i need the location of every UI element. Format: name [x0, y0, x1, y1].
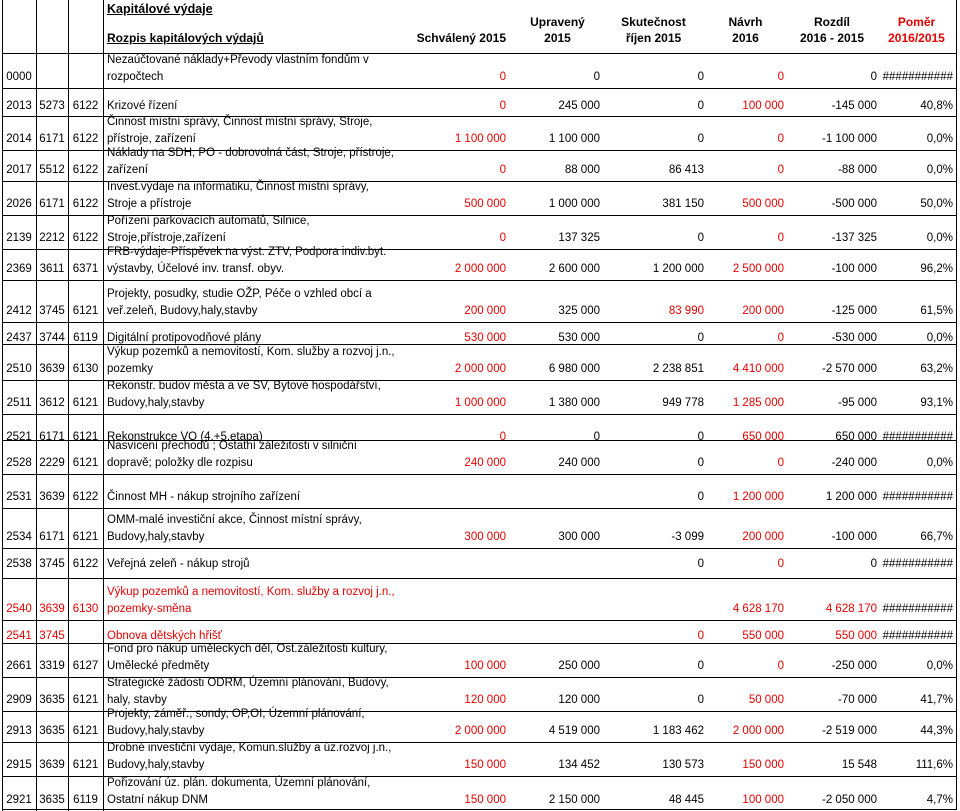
row-code-1: 2013 [6, 100, 32, 112]
value-cell: -500 000 [831, 198, 877, 210]
value-cell: 2 238 851 [652, 363, 704, 375]
value-cell: 150 000 [464, 794, 506, 806]
header-upraveny-line2: 2015 [544, 31, 571, 45]
grid-hline [2, 280, 957, 281]
row-code-1: 2921 [6, 794, 32, 806]
value-cell: 1 100 000 [454, 133, 506, 145]
row-description: Fond pro nákup uměleckých děl, Ost.záležitosti kultury, [107, 643, 388, 655]
value-cell: 0 [870, 71, 877, 83]
row-description: přístroje, zařízení [107, 133, 196, 145]
row-code-2: 3611 [39, 263, 65, 275]
value-cell: 381 150 [662, 198, 704, 210]
value-cell: 1 200 000 [732, 491, 784, 503]
row-code-1: 2541 [6, 630, 32, 642]
value-cell: 2 150 000 [548, 794, 600, 806]
row-code-3: 6371 [72, 263, 99, 275]
row-code-1: 2538 [6, 558, 32, 570]
value-cell: 650 000 [742, 431, 784, 443]
value-cell: -137 325 [831, 232, 877, 244]
value-cell: 0 [777, 660, 784, 672]
row-description: Činnost MH - nákup strojního zařízení [107, 491, 301, 503]
value-cell: 100 000 [464, 660, 506, 672]
value-cell: 40,8% [920, 100, 953, 112]
value-cell: 120 000 [464, 694, 506, 706]
value-cell: 2 000 000 [732, 725, 784, 737]
value-cell: -70 000 [837, 694, 877, 706]
row-description: Krizové řízení [107, 100, 178, 112]
row-code-2: 6171 [39, 531, 65, 543]
row-code-1: 2139 [6, 232, 32, 244]
row-code-2: 3612 [39, 397, 65, 409]
value-cell: 150 000 [464, 759, 506, 771]
row-code-3: 6122 [72, 164, 99, 176]
row-description: Stroje,přístroje,zařízení [107, 232, 226, 244]
value-cell: 550 000 [835, 630, 877, 642]
row-code-2: 3319 [39, 660, 65, 672]
value-cell: 530 000 [558, 332, 600, 344]
row-code-2: 3745 [39, 305, 65, 317]
row-code-2: 3745 [39, 630, 65, 642]
grid-hline [2, 414, 957, 415]
row-description: OMM-malé investiční akce, Činnost místní správy, [107, 514, 362, 526]
value-cell: 150 000 [742, 759, 784, 771]
value-cell: -250 000 [831, 660, 877, 672]
row-code-3: 6122 [72, 491, 99, 503]
value-cell: 200 000 [464, 305, 506, 317]
row-description: Rekonstr. budov města a ve SV, Bytové hospodářství, [107, 380, 381, 392]
row-code-2: 3639 [39, 363, 65, 375]
row-description: Rekonstrukce VO (4.+5.etapa) [107, 431, 263, 443]
value-cell: 300 000 [464, 531, 506, 543]
value-cell: -2 519 000 [822, 725, 877, 737]
row-code-2: 3635 [39, 725, 65, 737]
value-cell: 2 000 000 [454, 263, 506, 275]
grid-hline [2, 620, 957, 621]
subtitle: Rozpis kapitálových výdajů [107, 31, 264, 45]
value-cell: -530 000 [831, 332, 877, 344]
value-cell: 1 200 000 [652, 263, 704, 275]
value-cell: 650 000 [835, 431, 877, 443]
value-cell: -100 000 [831, 263, 877, 275]
value-cell: 63,2% [920, 363, 953, 375]
value-cell: 0,0% [926, 332, 953, 344]
row-code-3: 6119 [73, 794, 98, 806]
row-code-1: 2909 [6, 694, 32, 706]
value-cell: 1 100 000 [548, 133, 600, 145]
value-cell: 0 [593, 431, 600, 443]
row-code-3: 6121 [72, 694, 99, 706]
row-description: Výkup pozemků a nemovitostí, Kom. služby a rozvoj j.n., [107, 586, 395, 598]
value-cell: 0 [697, 630, 704, 642]
row-code-2: 5273 [39, 100, 65, 112]
row-code-3: 6121 [72, 397, 99, 409]
row-description: Činnost místní správy, Činnost místní správy, Stroje, [107, 116, 373, 128]
row-code-1: 0000 [6, 71, 32, 83]
value-cell: 300 000 [558, 531, 600, 543]
value-cell: -2 050 000 [822, 794, 877, 806]
value-cell: 0 [499, 100, 506, 112]
value-cell: 0,0% [926, 660, 953, 672]
row-code-2: 3745 [39, 558, 65, 570]
row-description: Budovy,haly,stavby [107, 397, 205, 409]
value-cell: 0 [777, 457, 784, 469]
value-cell: 88 000 [564, 164, 600, 176]
value-cell: -88 000 [837, 164, 877, 176]
row-description: Náklady na SDH, PO - dobrovolná část, Stroje, přístroje, [107, 147, 394, 159]
value-cell: 4 519 000 [548, 725, 600, 737]
value-cell: 0 [697, 133, 704, 145]
header-rozdil-line2: 2016 - 2015 [799, 31, 865, 45]
row-code-3: 6122 [72, 198, 99, 210]
row-code-2: 6171 [39, 431, 65, 443]
value-cell: 200 000 [742, 305, 784, 317]
row-description: Invest.výdaje na informatiku, Činnost místní správy, [107, 181, 369, 193]
row-description: výstavby, Účelové inv. transf. obyv. [107, 263, 285, 275]
value-cell: 240 000 [464, 457, 506, 469]
value-cell: 0 [697, 457, 704, 469]
row-code-1: 2026 [6, 198, 32, 210]
row-code-2: 3639 [39, 491, 65, 503]
value-cell: 2 000 000 [454, 363, 506, 375]
row-description: Projekty, posudky, studie OŽP, Péče o vzhled obcí a [107, 288, 372, 300]
value-cell: 0 [697, 332, 704, 344]
header-rozdil-line1: Rozdíl [814, 15, 850, 29]
value-cell: 0 [777, 71, 784, 83]
row-code-2: 2229 [39, 457, 65, 469]
value-cell: 0 [777, 558, 784, 570]
row-description: Strategické žádosti ODRM, Územní plánování, Budovy, [107, 677, 389, 689]
value-cell: 1 285 000 [732, 397, 784, 409]
row-description: pozemky [107, 363, 154, 375]
header-skutecnost-line1: Skutečnost [621, 15, 686, 29]
value-cell: -100 000 [831, 531, 877, 543]
value-cell: 0 [777, 133, 784, 145]
value-cell: ########### [882, 630, 953, 642]
row-code-2: 3635 [39, 794, 65, 806]
value-cell: 66,7% [920, 531, 953, 543]
row-code-1: 2412 [6, 305, 32, 317]
value-cell: 50 000 [748, 694, 784, 706]
row-description: veř.zeleň, Budovy,haly,stavby [107, 305, 258, 317]
header-upraveny-line1: Upravený [530, 15, 585, 29]
row-code-1: 2531 [6, 491, 32, 503]
row-description: Pořízení parkovacích automatů, Silnice, [107, 215, 310, 227]
row-code-1: 2521 [6, 431, 32, 443]
value-cell: 0 [870, 558, 877, 570]
value-cell: 530 000 [464, 332, 506, 344]
value-cell: 134 452 [558, 759, 600, 771]
value-cell: 0 [697, 660, 704, 672]
value-cell: -145 000 [831, 100, 877, 112]
row-description: Pořizování úz. plán. dokumenta, Územní plánování, [107, 777, 371, 789]
value-cell: 120 000 [558, 694, 600, 706]
row-description: Ostatní nákup DNM [107, 794, 208, 806]
value-cell: 0 [499, 164, 506, 176]
row-code-2: 3639 [39, 603, 65, 615]
value-cell: 1 200 000 [825, 491, 877, 503]
value-cell: 0 [697, 491, 704, 503]
value-cell: 0,0% [926, 133, 953, 145]
value-cell: 4 410 000 [732, 363, 784, 375]
value-cell: 15 548 [841, 759, 877, 771]
row-description: Obnova dětských hřišť [107, 630, 222, 642]
value-cell: 100 000 [742, 100, 784, 112]
value-cell: 0 [697, 100, 704, 112]
row-code-3: 6121 [72, 531, 99, 543]
grid-hline [2, 578, 957, 579]
row-code-3: 6130 [72, 603, 99, 615]
row-code-2: 5512 [39, 164, 65, 176]
header-pomer-line2: 2016/2015 [888, 31, 945, 45]
row-description: pozemky-směna [107, 603, 192, 615]
grid-hline [2, 508, 957, 509]
header-navrh-line1: Návrh [728, 15, 763, 29]
value-cell: 130 573 [662, 759, 704, 771]
value-cell: 6 980 000 [548, 363, 600, 375]
value-cell: -1 100 000 [822, 133, 877, 145]
row-description: Stroje a přístroje [107, 198, 192, 210]
value-cell: ########### [882, 558, 953, 570]
row-description: Výkup pozemků a nemovitostí, Kom. služby a rozvoj j.n., [107, 346, 395, 358]
value-cell: 111,6% [915, 759, 953, 771]
row-code-2: 6171 [39, 198, 65, 210]
row-code-3: 6127 [72, 660, 99, 672]
row-code-2: 3635 [39, 694, 65, 706]
header-navrh-line2: 2016 [732, 31, 759, 45]
value-cell: ########### [882, 491, 953, 503]
grid-hline [2, 548, 957, 549]
value-cell: 1 000 000 [548, 198, 600, 210]
value-cell: 0 [499, 71, 506, 83]
row-description: Budovy,haly,stavby [107, 759, 205, 771]
row-description: Umělecké předměty [107, 660, 210, 672]
value-cell: 0 [697, 71, 704, 83]
row-code-3: 6121 [72, 305, 99, 317]
value-cell: 0 [777, 164, 784, 176]
row-description: Veřejná zeleň - nákup strojů [107, 558, 250, 570]
value-cell: 0,0% [926, 457, 953, 469]
value-cell: 0 [777, 332, 784, 344]
value-cell: 83 990 [668, 305, 704, 317]
row-code-2: 3639 [39, 759, 65, 771]
row-code-3: 6121 [72, 431, 99, 443]
value-cell: 61,5% [920, 305, 953, 317]
row-code-1: 2913 [6, 725, 32, 737]
value-cell: 0 [697, 558, 704, 570]
value-cell: 0,0% [926, 232, 953, 244]
row-description: Drobné investiční výdaje, Komun.služby a úz.rozvoj j.n., [107, 742, 392, 754]
row-code-1: 2540 [6, 603, 32, 615]
value-cell: ########### [882, 603, 953, 615]
value-cell: 4,7% [926, 794, 953, 806]
row-code-1: 2534 [6, 531, 32, 543]
value-cell: 41,7% [920, 694, 953, 706]
value-cell: 250 000 [558, 660, 600, 672]
value-cell: 137 325 [558, 232, 600, 244]
row-description: haly, stavby [107, 694, 167, 706]
row-code-1: 2915 [6, 759, 32, 771]
section-title: Kapitálové výdaje [107, 2, 213, 16]
value-cell: 2 500 000 [732, 263, 784, 275]
row-code-3: 6122 [72, 232, 99, 244]
row-code-1: 2369 [6, 263, 32, 275]
value-cell: 200 000 [742, 531, 784, 543]
grid-hline [2, 474, 957, 475]
row-description: Nezaúčtované náklady+Převody vlastním fondům v [107, 54, 369, 66]
value-cell: 4 628 170 [825, 603, 877, 615]
row-code-1: 2014 [6, 133, 32, 145]
value-cell: 96,2% [920, 263, 953, 275]
row-code-3: 6121 [72, 725, 99, 737]
value-cell: 500 000 [742, 198, 784, 210]
header-skutecnost-line2: říjen 2015 [625, 31, 682, 45]
value-cell: 50,0% [920, 198, 953, 210]
value-cell: 2 000 000 [454, 725, 506, 737]
row-code-3: 6122 [72, 558, 99, 570]
value-cell: 4 628 170 [732, 603, 784, 615]
row-description: Budovy,haly,stavby [107, 531, 205, 543]
value-cell: ########### [882, 431, 953, 443]
row-code-3: 6130 [72, 363, 99, 375]
value-cell: -95 000 [837, 397, 877, 409]
row-description: zařízení [107, 164, 148, 176]
row-code-3: 6119 [73, 332, 98, 344]
row-description: Nasvícení přechodů ; Ostatní záležitosti v silniční [107, 440, 357, 452]
value-cell: 1 380 000 [548, 397, 600, 409]
row-code-3: 6121 [72, 457, 99, 469]
row-description: Budovy,haly,stavby [107, 725, 205, 737]
value-cell: -2 570 000 [822, 363, 877, 375]
header-pomer-line1: Poměr [897, 15, 936, 29]
value-cell: 245 000 [558, 100, 600, 112]
value-cell: 0 [499, 232, 506, 244]
row-code-1: 2510 [6, 363, 32, 375]
value-cell: 2 600 000 [548, 263, 600, 275]
value-cell: 86 413 [668, 164, 704, 176]
value-cell: 325 000 [558, 305, 600, 317]
value-cell: -125 000 [831, 305, 877, 317]
row-code-1: 2528 [6, 457, 32, 469]
value-cell: 44,3% [920, 725, 953, 737]
row-code-2: 3744 [39, 332, 65, 344]
row-description: rozpočtech [107, 71, 164, 83]
value-cell: 93,1% [920, 397, 953, 409]
row-description: Projekty, záměř., sondy, OP,OI, Územní plánování, [107, 708, 365, 720]
row-description: dopravě; položky dle rozpisu [107, 457, 253, 469]
row-code-1: 2661 [6, 660, 32, 672]
value-cell: 0 [499, 431, 506, 443]
value-cell: 949 778 [662, 397, 704, 409]
header-schvaleny-line2: Schválený 2015 [416, 31, 506, 45]
value-cell: 550 000 [742, 630, 784, 642]
row-code-3: 6122 [72, 100, 99, 112]
value-cell: 500 000 [464, 198, 506, 210]
row-code-1: 2017 [6, 164, 32, 176]
row-code-1: 2437 [6, 332, 32, 344]
row-code-2: 6171 [39, 133, 65, 145]
row-code-2: 2212 [39, 232, 65, 244]
value-cell: 1 183 462 [652, 725, 704, 737]
value-cell: 0 [777, 232, 784, 244]
grid-hline [2, 322, 957, 323]
value-cell: 100 000 [742, 794, 784, 806]
value-cell: 0,0% [926, 164, 953, 176]
row-code-3: 6122 [72, 133, 99, 145]
row-code-3: 6121 [72, 759, 99, 771]
value-cell: -3 099 [671, 531, 704, 543]
value-cell: ########### [882, 71, 953, 83]
row-description: FRB-výdaje-Příspěvek na výst. ZTV, Podpora indiv.byt. [107, 246, 387, 258]
value-cell: 0 [697, 232, 704, 244]
value-cell: -240 000 [831, 457, 877, 469]
row-code-1: 2511 [6, 397, 32, 409]
value-cell: 48 445 [668, 794, 704, 806]
value-cell: 0 [593, 71, 600, 83]
value-cell: 240 000 [558, 457, 600, 469]
grid-hline [2, 88, 957, 89]
value-cell: 0 [697, 431, 704, 443]
value-cell: 0 [697, 694, 704, 706]
row-description: Digitální protipovodňové plány [107, 332, 262, 344]
value-cell: 1 000 000 [454, 397, 506, 409]
